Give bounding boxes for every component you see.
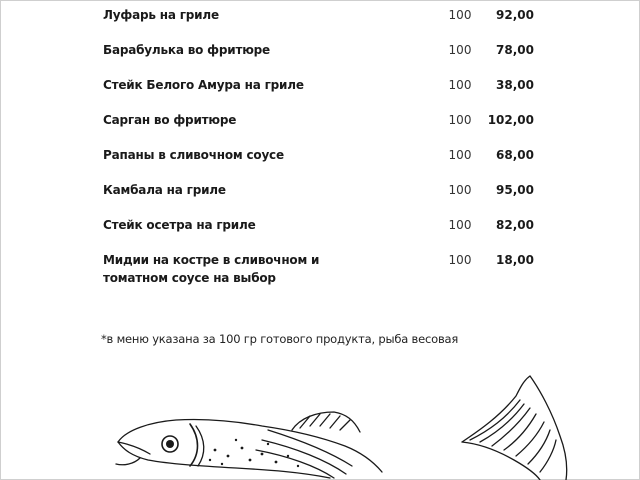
dish-name: Сарган во фритюре xyxy=(103,113,237,127)
dish-weight: 100 xyxy=(448,148,472,162)
dish-weight: 100 xyxy=(448,218,472,232)
menu-item xyxy=(0,181,640,217)
dish-weight: 100 xyxy=(448,78,472,92)
dish-name: Барабулька во фритюре xyxy=(103,43,270,57)
fish-engraving-icon xyxy=(0,360,640,480)
menu-item xyxy=(0,111,640,147)
dish-name: Мидии на костре в сливочном и томатном соусе на выбор xyxy=(103,253,320,285)
menu-item xyxy=(0,216,640,252)
dish-weight: 100 xyxy=(448,8,472,22)
dish-price: 95,00 xyxy=(496,183,534,197)
dish-price: 18,00 xyxy=(496,253,534,267)
menu-item xyxy=(0,76,640,112)
menu-item xyxy=(0,146,640,182)
dish-name: Камбала на гриле xyxy=(103,183,226,197)
dish-name: Стейк Белого Амура на гриле xyxy=(103,78,304,92)
menu-item xyxy=(0,251,640,291)
dish-price: 78,00 xyxy=(496,43,534,57)
dish-name: Рапаны в сливочном соусе xyxy=(103,148,284,162)
menu-item xyxy=(0,6,640,42)
dish-price: 68,00 xyxy=(496,148,534,162)
dish-price: 82,00 xyxy=(496,218,534,232)
dish-weight: 100 xyxy=(448,253,472,267)
dish-price: 38,00 xyxy=(496,78,534,92)
dish-weight: 100 xyxy=(448,183,472,197)
dish-weight: 100 xyxy=(448,43,472,57)
dish-weight: 100 xyxy=(448,113,472,127)
dish-price: 102,00 xyxy=(487,113,534,127)
menu-footnote: *в меню указана за 100 гр готового продукта, рыба весовая xyxy=(101,332,459,346)
dish-name: Стейк осетра на гриле xyxy=(103,218,256,232)
dish-price: 92,00 xyxy=(496,8,534,22)
menu-item xyxy=(0,41,640,77)
dish-name: Луфарь на гриле xyxy=(103,8,219,22)
